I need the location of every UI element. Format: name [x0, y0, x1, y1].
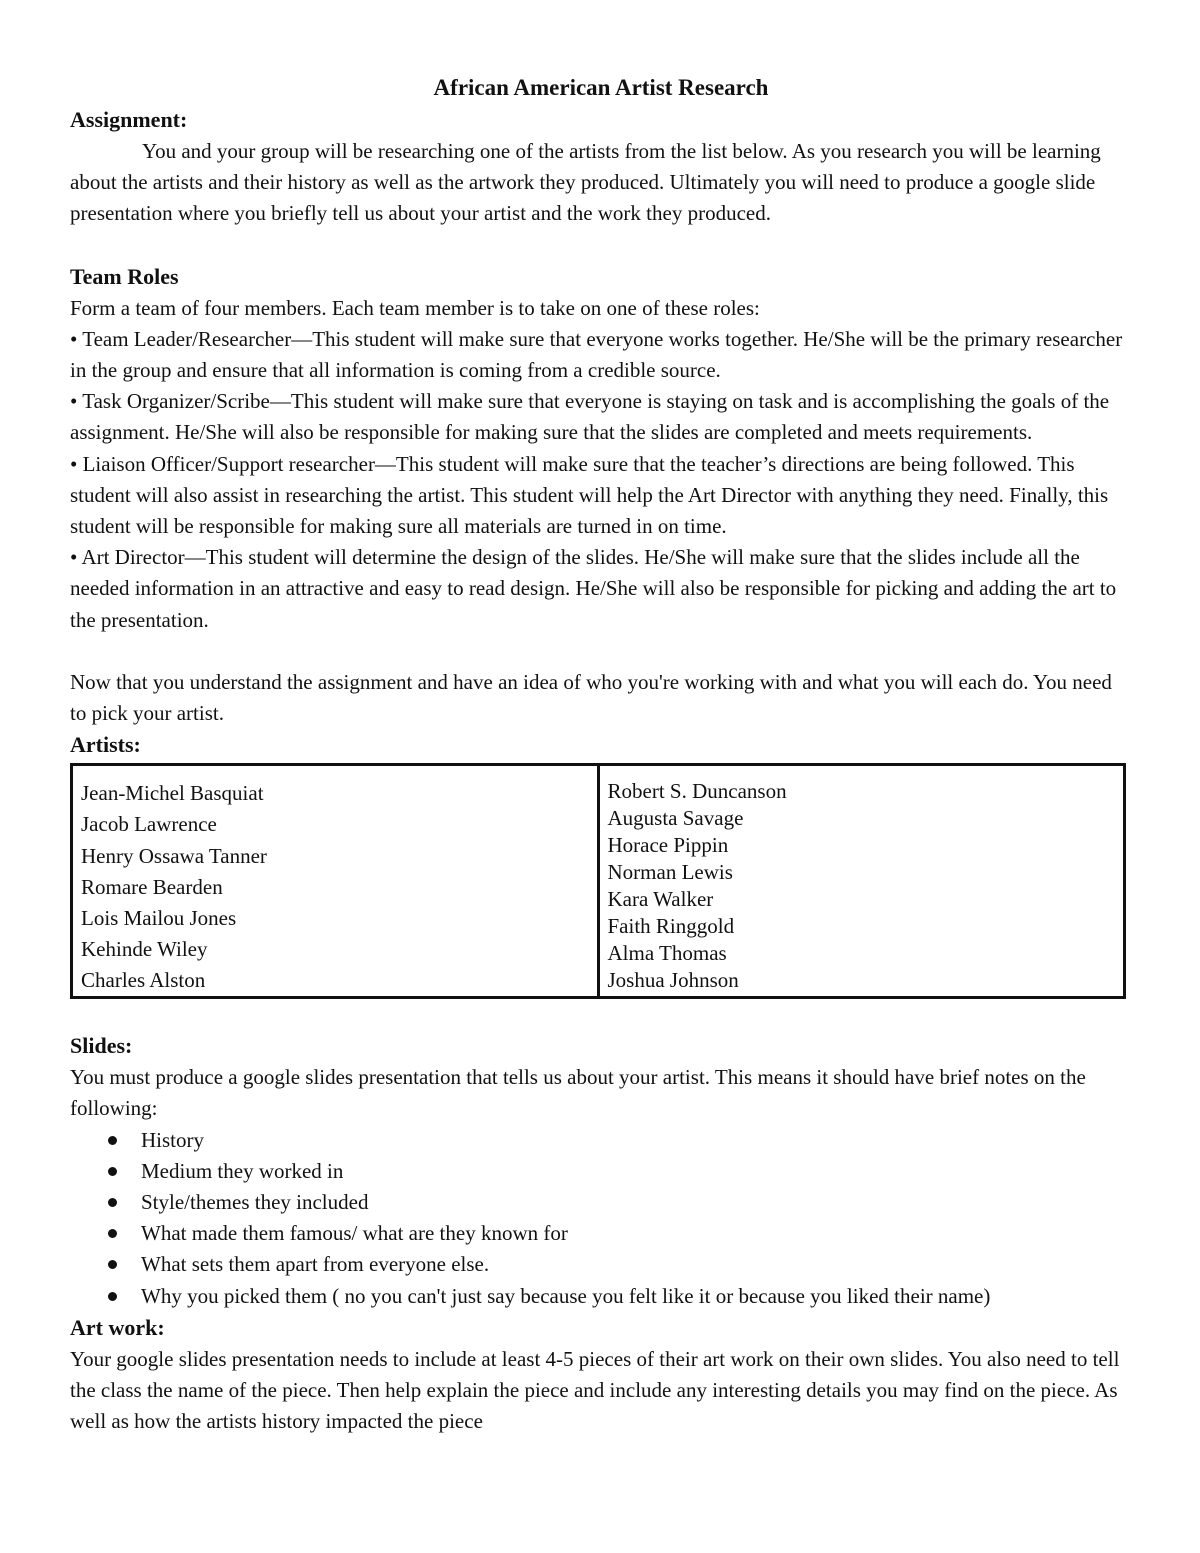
artist-name: Kara Walker — [607, 887, 714, 912]
list-item — [108, 1187, 1132, 1218]
spacer — [70, 636, 1132, 667]
artists-table — [70, 763, 1126, 999]
list-item-text: History — [141, 1127, 204, 1152]
list-item-text: Why you picked them ( no you can't just say because you felt like it or because you liked their name) — [141, 1283, 991, 1308]
list-item-text: What made them famous/ what are they known for — [141, 1221, 568, 1246]
artist-name: Alma Thomas — [607, 941, 727, 966]
spacer — [70, 999, 1132, 1030]
bullet-icon — [108, 1198, 117, 1207]
artist-name: Charles Alston — [81, 968, 206, 993]
slides-requirements-list — [70, 1125, 1132, 1312]
artist-name: Horace Pippin — [607, 833, 729, 858]
transition-paragraph: Now that you understand the assignment and have an idea of who you're working with and what you will each do. You need to pick your artist. — [70, 669, 1112, 726]
assignment-heading: Assignment: — [70, 107, 188, 132]
document-title: African American Artist Research — [433, 75, 769, 100]
artist-name: Jean-Michel Basquiat — [81, 781, 264, 806]
bullet-icon — [108, 1167, 117, 1176]
role-art-director: • Art Director—This student will determine the design of the slides. He/She will make sure that the slides include all the needed information in an attractive and easy to read design. He/She will also be responsible for picking and adding the art to the presentation. — [70, 545, 1117, 632]
slides-intro: You must produce a google slides presentation that tells us about your artist. This means it should have brief notes on the following: — [70, 1065, 1086, 1121]
role-team-leader: • Team Leader/Researcher—This student will make sure that everyone works together. He/She will be the primary researcher in the group and ensure that all information is coming from a credible source. — [70, 326, 1123, 383]
slides-heading: Slides: — [70, 1033, 133, 1059]
artist-name: Norman Lewis — [607, 860, 733, 885]
art-work-heading: Art work: — [70, 1314, 165, 1340]
artist-name: Augusta Savage — [607, 806, 744, 831]
list-item — [108, 1218, 1132, 1249]
artist-name: Robert S. Duncanson — [607, 779, 787, 804]
list-item-text: Medium they worked in — [141, 1158, 344, 1183]
artists-heading: Artists: — [70, 732, 141, 758]
bullet-icon — [108, 1229, 117, 1238]
role-liaison-officer: • Liaison Officer/Support researcher—This student will make sure that the teacher’s directions are being followed. This student will also assist in researching the artist. This student will help the Art Director with anything they need. Finally, this student will be responsible for making sure all materials are turned in on time. — [70, 451, 1109, 539]
team-roles-heading: Team Roles — [70, 263, 179, 289]
assignment-body: You and your group will be researching one of the artists from the list below. As you research you will be learning about the artists and their history as well as the artwork they produced. Ultimately you will need to produce a google slide presentation where you briefly tell us about your artist and the work they produced. — [70, 139, 1101, 226]
artist-name: Joshua Johnson — [607, 968, 739, 993]
list-item-text: Style/themes they included — [141, 1190, 369, 1215]
artists-right-column — [600, 766, 1124, 996]
artist-name: Faith Ringgold — [607, 914, 735, 939]
spacer — [70, 230, 1132, 261]
artist-name: Henry Ossawa Tanner — [81, 843, 267, 868]
list-item — [108, 1249, 1132, 1280]
list-item — [108, 1125, 1132, 1156]
artist-name: Kehinde Wiley — [81, 937, 208, 962]
document-page — [70, 72, 1132, 1437]
artists-left-column — [73, 766, 600, 996]
team-roles-intro: Form a team of four members. Each team member is to take on one of these roles: — [70, 295, 760, 320]
artist-name: Lois Mailou Jones — [81, 906, 237, 931]
list-item-text: What sets them apart from everyone else. — [141, 1252, 490, 1277]
artist-name: Romare Bearden — [81, 874, 223, 899]
list-item — [108, 1156, 1132, 1187]
role-task-organizer: • Task Organizer/Scribe—This student will make sure that everyone is staying on task and is accomplishing the goals of the assignment. He/She will also be responsible for making sure that the slides are completed and meets requirements. — [70, 389, 1110, 445]
bullet-icon — [108, 1260, 117, 1269]
bullet-icon — [108, 1136, 117, 1145]
artist-name: Jacob Lawrence — [81, 812, 217, 837]
art-work-body: Your google slides presentation needs to include at least 4-5 pieces of their art work on their own slides. You also need to tell the class the name of the piece. Then help explain the piece and include any interesting details you may find on the piece. As well as how the artists history impacted the piece — [70, 1346, 1120, 1434]
list-item — [108, 1281, 1132, 1312]
bullet-icon — [108, 1292, 117, 1301]
